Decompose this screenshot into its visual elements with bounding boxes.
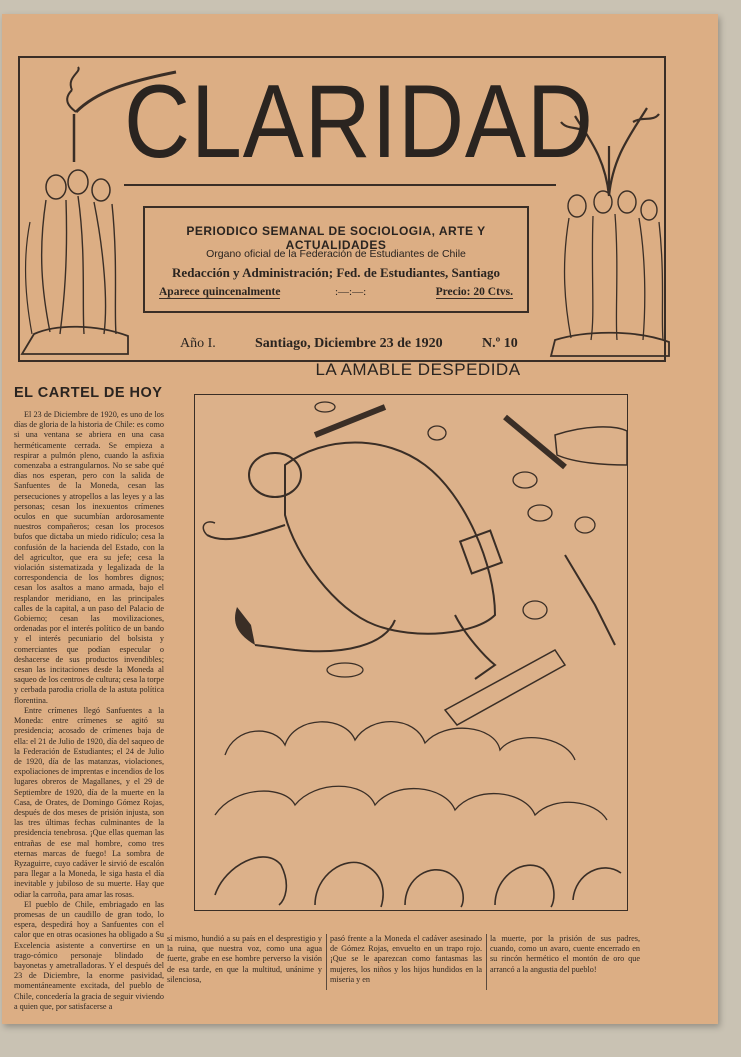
tagline: PERIODICO SEMANAL DE SOCIOLOGIA, ARTE Y ACTUALIDADES [186, 224, 486, 252]
price-label: Precio: 20 Ctvs. [435, 286, 513, 298]
article-column-bottom-3 [490, 934, 640, 990]
title-rule [124, 184, 556, 186]
article-column-bottom-1 [167, 934, 322, 990]
cartoon-title: LA AMABLE DESPEDIDA [315, 360, 521, 379]
article-paragraph: El 23 de Diciembre de 1920, es uno de los días de gloria de la historia de Chile: es como si una ventana se abriera en una casa herméticamente cerrada. Se empieza a respirar a pulmón pleno, cuando la asfixia comenzaba a estrangularnos. No se sabe qué días nos esperan, pero con la salida de Sanfuentes de la Moneda, cesan las persecuciones y atropellos a las leyes y a las personas; cesan los inexuentos crímenes oculos en que sucumbían ardorosamente nuestros compañeros; cesan los procesos bufos que dictaba un miedo ridículo; cesa la confusión de la hacienda del Estado, con la del agricultor, que era su jefe; cesa la violación sistematizada y legalizada de la correspondencia de los hombres dignos; cesan los asaltos a mano armada, bajo el resplandor meridiano, en las principales calles de la capital, a un paso del Palacio de Gobierno; cesan las movilizaciones, ordenadas por el interés político de un bando y el interés pecuniario del bolsista y comerciantes que podían especular o deshacerse de sus productos invendibles; cesan las incitaciones desde la Moneda al saqueo de los centros de cultura; cesa la torpe y cerbada parodia criolla de la astuta política florentina. [14, 410, 164, 705]
subtitle-box [143, 206, 529, 313]
left-torch-figures-illustration [16, 72, 136, 357]
cartoon-frame [194, 394, 628, 911]
column-rule [486, 934, 487, 990]
issue-number: N.º 10 [482, 336, 518, 351]
organo-line: Organo oficial de la Federación de Estudiantes de Chile [206, 248, 466, 260]
separator: :—:—: [335, 286, 367, 298]
article-paragraph: Entre crímenes llegó Sanfuentes a la Moneda: entre crímenes se agitó su presidencia; acosado de crímenes baja de ella: el 21 de Julio de 1920, día del saqueo de la Federación de Estudiantes; el 24 de Julio de 1920, día de las matanzas, violaciones, expoliaciones de imprentas e incendios de los lugares obreros de Magallanes, y el 29 de Septiembre de 1920, día de la muerte en la Casa, de Orates, de Domingo Gómez Rojas, después de dos meses de prisión injusta, son las tres últimas fechas culminantes de la presidencia tenebrosa. ¡Que ellas queman las entrañas de ese mal hombre, como tres eternas marcas de fuego! La sombra de Ryzaguirre, cuyo cadáver le sirvió de escalón para llegar a la Moneda, le siga hasta el día inevitable y jubiloso de su muerte. Hay que odiar la carroña, para amar las rosas. [14, 705, 164, 899]
masthead-title: CLARIDAD [124, 64, 594, 180]
newspaper-page [2, 14, 718, 1024]
article-paragraph: sí mismo, hundió a su país en el desprestigio y la ruina, que nuestra voz, como una agua fuerte, grabe en ese hombre perverso la visión de esa tarde, en que la multitud, unánime y silenciosa, [167, 934, 322, 984]
article-column-bottom-2 [330, 934, 482, 990]
cartoon-illustration [195, 395, 627, 910]
article-paragraph: la muerte, por la prisión de sus padres, cuando, como un avaro, cuente encerrado en su rincón hermético el montón de oro que arrancó a la angustia del pueblo! [490, 934, 640, 974]
frequency-label: Aparece quincenalmente [159, 286, 281, 298]
article-paragraph: pasó frente a la Moneda el cadáver asesinado de Gómez Rojas, envuelto en un trapo rojo. ¡Que se le aparezcan como fantasmas las mujeres, los niños y los hijos hundidos en la miseria y en [330, 934, 482, 984]
redaccion-line: Redacción y Administración; Fed. de Estudiantes, Santiago [172, 265, 500, 280]
article-title: EL CARTEL DE HOY [14, 385, 163, 401]
issue-date: Santiago, Diciembre 23 de 1920 [255, 336, 443, 351]
column-rule [326, 934, 327, 990]
article-column-left [14, 410, 164, 1011]
issue-year: Año I. [180, 336, 216, 351]
article-paragraph: El pueblo de Chile, embriagado en las promesas de un caudillo de gran todo, lo espera, despedirá hoy a Sanfuentes con el calor que en otras ocasiones ha obligado a Su Excelencia asistente a convertirse en un trago-cómico personaje blindado de bayonetas y ametralladoras. Y el después del 23 de Diciembre, la enorme pasividad, momentáneamente excitada, del pueblo de Chile, concedería la gracia de seguir viviendo a quien que, por satisfacerse a [14, 899, 164, 1011]
